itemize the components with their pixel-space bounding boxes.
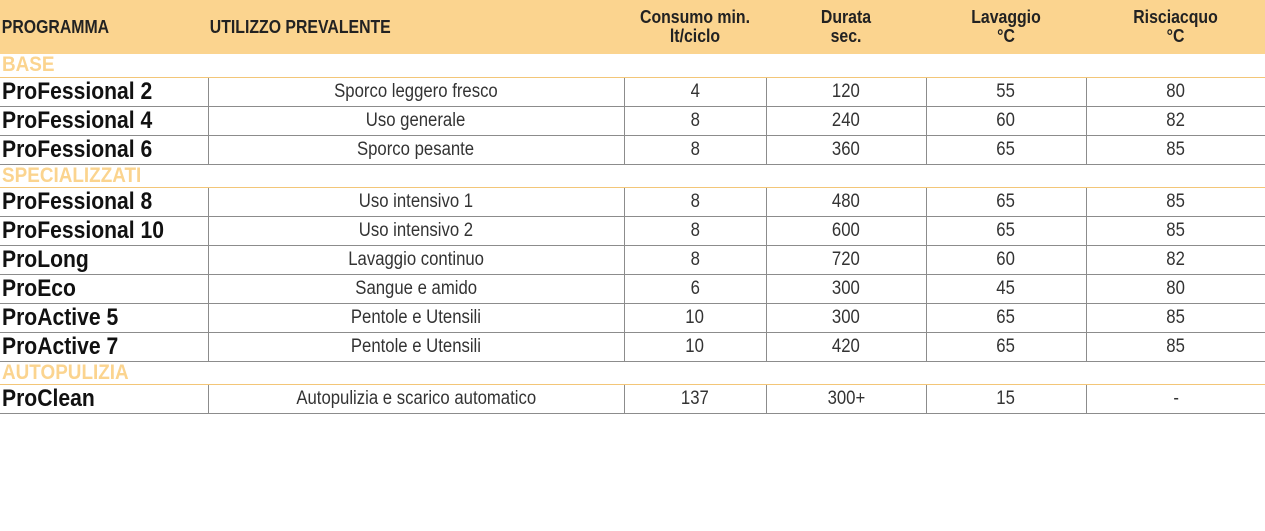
section-row xyxy=(0,164,1265,187)
cell-durata-text: 120 xyxy=(832,80,860,102)
cell-risciacquo-text: 85 xyxy=(1166,219,1186,241)
table-row xyxy=(0,135,1265,164)
header-lavaggio-line1: Lavaggio xyxy=(971,7,1041,27)
cell-lavaggio-text: 65 xyxy=(996,190,1016,212)
cell-durata-text: 300+ xyxy=(827,387,865,409)
cell-durata xyxy=(766,187,926,216)
cell-consumo-text: 137 xyxy=(681,387,709,409)
section-title-cell xyxy=(0,361,1265,384)
cell-risciacquo-text: 85 xyxy=(1166,138,1186,160)
cell-lavaggio-text: 65 xyxy=(996,335,1016,357)
cell-programma-text: ProFessional 10 xyxy=(2,216,164,244)
cell-durata xyxy=(766,274,926,303)
cell-lavaggio xyxy=(926,106,1086,135)
header-consumo-line2: lt/ciclo xyxy=(669,26,721,46)
cell-durata xyxy=(766,245,926,274)
header-risciacquo-line2: °C xyxy=(1166,26,1185,46)
header-durata-line1: Durata xyxy=(820,7,872,27)
cell-consumo xyxy=(624,245,766,274)
cell-durata xyxy=(766,106,926,135)
cell-consumo-text: 10 xyxy=(685,306,705,328)
cell-consumo xyxy=(624,274,766,303)
cell-utilizzo-text: Uso intensivo 1 xyxy=(358,190,474,212)
cell-programma xyxy=(0,135,208,164)
cell-risciacquo xyxy=(1086,245,1265,274)
cell-programma-text: ProActive 7 xyxy=(2,332,119,360)
cell-risciacquo xyxy=(1086,135,1265,164)
cell-lavaggio-text: 60 xyxy=(996,109,1016,131)
cell-durata-text: 600 xyxy=(832,219,860,241)
header-lavaggio xyxy=(936,0,1077,54)
cell-lavaggio xyxy=(926,187,1086,216)
cell-consumo xyxy=(624,384,766,413)
cell-programma-text: ProFessional 8 xyxy=(2,187,153,215)
cell-risciacquo-text: 80 xyxy=(1166,80,1186,102)
cell-risciacquo xyxy=(1086,303,1265,332)
cell-utilizzo xyxy=(208,106,624,135)
cell-risciacquo-text: 85 xyxy=(1166,306,1186,328)
cell-consumo-text: 8 xyxy=(690,219,700,241)
cell-utilizzo-text: Autopulizia e scarico automatico xyxy=(296,387,536,409)
cell-lavaggio-text: 15 xyxy=(996,387,1016,409)
cell-lavaggio xyxy=(926,303,1086,332)
cell-durata-text: 300 xyxy=(832,277,860,299)
cell-durata-text: 720 xyxy=(832,248,860,270)
cell-utilizzo-text: Uso intensivo 2 xyxy=(358,219,474,241)
cell-consumo-text: 6 xyxy=(690,277,700,299)
table-row xyxy=(0,187,1265,216)
cell-durata-text: 420 xyxy=(832,335,860,357)
header-consumo xyxy=(633,0,758,54)
cell-utilizzo xyxy=(208,332,624,361)
cell-consumo xyxy=(624,135,766,164)
cell-lavaggio-text: 65 xyxy=(996,306,1016,328)
cell-programma xyxy=(0,303,208,332)
cell-utilizzo xyxy=(208,77,624,106)
cell-lavaggio-text: 45 xyxy=(996,277,1016,299)
cell-programma xyxy=(0,332,208,361)
cell-utilizzo xyxy=(208,135,624,164)
cell-utilizzo-text: Sporco pesante xyxy=(357,138,475,160)
cell-risciacquo xyxy=(1086,77,1265,106)
cell-risciacquo xyxy=(1086,106,1265,135)
cell-lavaggio xyxy=(926,77,1086,106)
cell-programma xyxy=(0,216,208,245)
cell-utilizzo xyxy=(208,274,624,303)
cell-risciacquo-text: 80 xyxy=(1166,277,1186,299)
cell-consumo xyxy=(624,216,766,245)
section-title: AUTOPULIZIA xyxy=(2,360,129,384)
cell-programma xyxy=(0,384,208,413)
table-row xyxy=(0,245,1265,274)
cell-risciacquo xyxy=(1086,332,1265,361)
cell-utilizzo xyxy=(208,216,624,245)
section-title: SPECIALIZZATI xyxy=(2,163,142,187)
cell-consumo-text: 8 xyxy=(690,138,700,160)
section-title: BASE xyxy=(2,53,55,77)
section-title-cell xyxy=(0,164,1265,187)
table-row xyxy=(0,216,1265,245)
cell-programma-text: ProClean xyxy=(2,384,95,412)
cell-risciacquo-text: - xyxy=(1172,387,1179,409)
table-row xyxy=(0,77,1265,106)
cell-risciacquo-text: 82 xyxy=(1166,248,1186,270)
cell-utilizzo-text: Pentole e Utensili xyxy=(350,335,482,357)
cell-consumo xyxy=(624,106,766,135)
cell-utilizzo-text: Sporco leggero fresco xyxy=(334,80,498,102)
table-row xyxy=(0,303,1265,332)
cell-programma-text: ProEco xyxy=(2,274,76,302)
cell-lavaggio xyxy=(926,245,1086,274)
cell-consumo-text: 8 xyxy=(690,190,700,212)
cell-programma xyxy=(0,187,208,216)
cell-risciacquo-text: 82 xyxy=(1166,109,1186,131)
cell-consumo-text: 8 xyxy=(690,248,700,270)
header-lavaggio-line2: °C xyxy=(997,26,1015,46)
section-row xyxy=(0,361,1265,384)
cell-programma-text: ProFessional 4 xyxy=(2,106,153,134)
cell-programma xyxy=(0,274,208,303)
section-title-cell xyxy=(0,54,1265,77)
cell-durata-text: 480 xyxy=(832,190,860,212)
cell-durata xyxy=(766,384,926,413)
cell-utilizzo xyxy=(208,245,624,274)
cell-durata xyxy=(766,77,926,106)
cell-durata-text: 360 xyxy=(832,138,860,160)
cell-consumo-text: 4 xyxy=(690,80,700,102)
cell-programma xyxy=(0,106,208,135)
cell-consumo-text: 8 xyxy=(690,109,700,131)
cell-lavaggio xyxy=(926,384,1086,413)
cell-risciacquo-text: 85 xyxy=(1166,335,1186,357)
table-row xyxy=(0,384,1265,413)
cell-lavaggio xyxy=(926,216,1086,245)
cell-utilizzo-text: Uso generale xyxy=(366,109,466,131)
cell-consumo xyxy=(624,187,766,216)
cell-lavaggio-text: 65 xyxy=(996,138,1016,160)
cell-lavaggio xyxy=(926,274,1086,303)
cell-risciacquo-text: 85 xyxy=(1166,190,1186,212)
cell-consumo-text: 10 xyxy=(685,335,705,357)
cell-risciacquo xyxy=(1086,274,1265,303)
section-row xyxy=(0,54,1265,77)
header-consumo-line1: Consumo min. xyxy=(640,7,750,27)
cell-risciacquo xyxy=(1086,216,1265,245)
cell-durata xyxy=(766,332,926,361)
cell-durata-text: 240 xyxy=(832,109,860,131)
cell-risciacquo xyxy=(1086,384,1265,413)
table-row xyxy=(0,274,1265,303)
cell-programma xyxy=(0,77,208,106)
cell-durata xyxy=(766,135,926,164)
cell-utilizzo xyxy=(208,303,624,332)
cell-risciacquo xyxy=(1086,187,1265,216)
cell-lavaggio-text: 55 xyxy=(996,80,1016,102)
cell-programma-text: ProLong xyxy=(2,245,89,273)
table-row xyxy=(0,332,1265,361)
cell-consumo xyxy=(624,332,766,361)
header-durata-line2: sec. xyxy=(830,26,862,46)
cell-consumo xyxy=(624,77,766,106)
table-row xyxy=(0,106,1265,135)
cell-programma xyxy=(0,245,208,274)
cell-lavaggio-text: 65 xyxy=(996,219,1016,241)
cell-consumo xyxy=(624,303,766,332)
cell-utilizzo-text: Lavaggio continuo xyxy=(348,248,484,270)
cell-durata xyxy=(766,303,926,332)
cell-programma-text: ProActive 5 xyxy=(2,303,119,331)
cell-durata xyxy=(766,216,926,245)
cell-lavaggio xyxy=(926,135,1086,164)
table-body xyxy=(0,54,1265,413)
header-programma: PROGRAMMA xyxy=(1,16,110,37)
cell-programma-text: ProFessional 2 xyxy=(2,77,153,105)
cell-utilizzo xyxy=(208,384,624,413)
cell-programma-text: ProFessional 6 xyxy=(2,135,153,163)
header-risciacquo xyxy=(1097,0,1255,54)
cell-utilizzo-text: Pentole e Utensili xyxy=(350,306,482,328)
cell-lavaggio-text: 60 xyxy=(996,248,1016,270)
cell-utilizzo xyxy=(208,187,624,216)
cell-durata-text: 300 xyxy=(832,306,860,328)
cell-utilizzo-text: Sangue e amido xyxy=(355,277,477,299)
header-risciacquo-line1: Risciacquo xyxy=(1133,7,1218,27)
table-header-row xyxy=(0,0,1265,54)
header-durata xyxy=(776,0,917,54)
header-utilizzo: UTILIZZO PREVALENTE xyxy=(209,16,391,37)
cell-lavaggio xyxy=(926,332,1086,361)
